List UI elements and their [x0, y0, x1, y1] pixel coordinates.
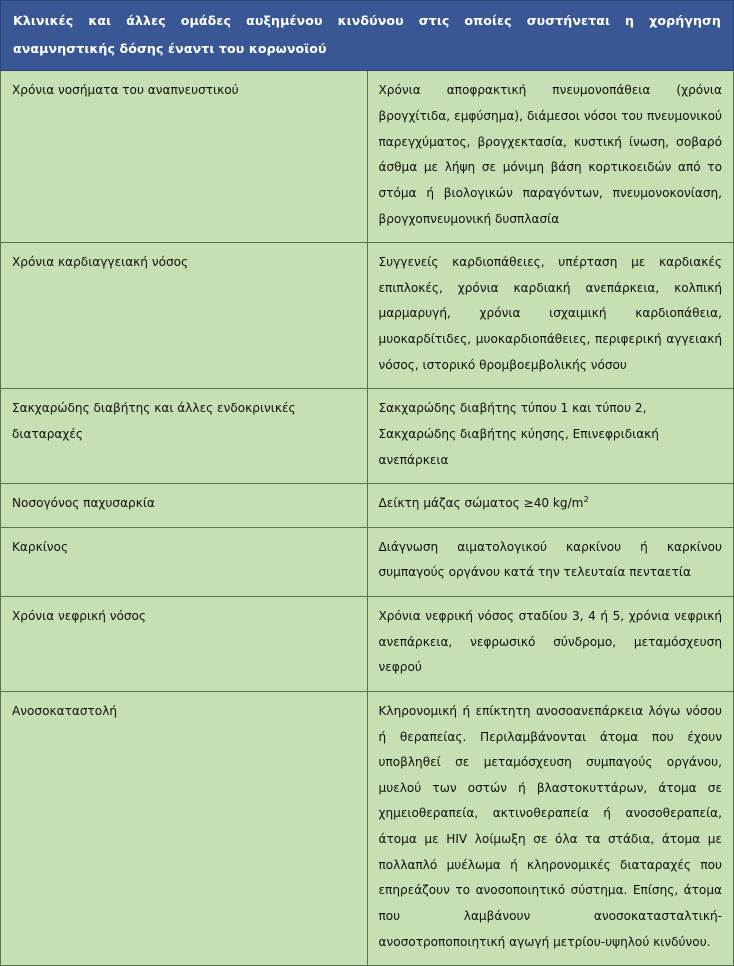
bmi-value-text: Δείκτη μάζας σώματος ≥40 kg/m [378, 496, 584, 511]
category-label: Χρόνια καρδιαγγειακή νόσος [12, 255, 189, 270]
description-text [379, 491, 723, 517]
table-row [1, 597, 734, 692]
table-header-row [1, 1, 734, 71]
category-cell-kidney [1, 597, 368, 692]
table-row [1, 527, 734, 596]
table-row [1, 484, 734, 528]
table-title-text: Κλινικές και άλλες ομάδες αυξημένου κινδύνου στις οποίες συστήνεται η χορήγηση αναμνηστικής δόσης έναντι του κορωνοϊού [13, 13, 721, 56]
description-cell-cancer [367, 527, 734, 596]
description-text: Σακχαρώδης διαβήτης τύπου 1 και τύπου 2, Σακχαρώδης διαβήτης κύησης, Επινεφριδιακή ανεπάρκεια [378, 401, 659, 467]
category-label: Νοσογόνος παχυσαρκία [12, 496, 155, 511]
description-text: Κληρονομική ή επίκτητη ανοσοανεπάρκεια λόγω νόσου ή θεραπείας. Περιλαμβάνονται άτομα που έχουν υποβληθεί σε μεταμόσχευση συμπαγούς οργάνου, μυελού των οστών ή βλαστοκυττάρων, άτομα σε χημειοθεραπεία, ακτινοθεραπεία ή ανοσοθεραπεία, άτομα με HIV λοίμωξη σε όλα τα στάδια, άτομα με πολλαπλό μυέλωμα ή κληρονομικές διαταραχές που επηρεάζουν το ανοσοποιητικό σύστημα. Επίσης, άτομα που λαμβάνουν ανοσοκατασταλτική- ανοσοτροποποιητική αγωγή μετρίου-υψηλού κινδύνου. [378, 703, 722, 949]
table-row [1, 691, 734, 965]
table-title-banner [1, 1, 734, 71]
description-cell-obesity [367, 484, 734, 528]
category-cell-cardiovascular [1, 243, 368, 389]
category-label: Χρόνια νεφρική νόσος [12, 609, 147, 624]
description-cell-cardiovascular [367, 243, 734, 389]
category-cell-immunosuppression [1, 691, 368, 965]
table-row [1, 71, 734, 243]
bmi-superscript: 2 [583, 494, 589, 505]
category-cell-respiratory [1, 71, 368, 243]
description-text: Χρόνια αποφρακτική πνευμονοπάθεια (χρόνια βρογχίτιδα, εμφύσημα), διάμεσοι νόσοι του πνευμονικού παρεγχύματος, βρογχεκτασία, κυστική ίνωση, σοβαρό άσθμα με λήψη σε μόνιμη βάση κορτικοειδών από το στόμα ή βιολογικών παραγόντων, πνευμονοκονίαση, βρογχοπνευμονική δυσπλασία [378, 83, 722, 226]
description-text: Συγγενείς καρδιοπάθειες, υπέρταση με καρδιακές επιπλοκές, χρόνια καρδιακή ανεπάρκεια, κολπική μαρμαρυγή, χρόνια ισχαιμική καρδιοπάθεια, μυοκαρδίτιδες, μυοκαρδιοπάθειες, περιφερική αγγειακή νόσος, ιστορικό θρομβοεμβολικής νόσου [378, 255, 722, 372]
description-text: Χρόνια νεφρική νόσος σταδίου 3, 4 ή 5, χρόνια νεφρική ανεπάρκεια, νεφρωσικό σύνδρομο, μεταμόσχευση νεφρού [378, 609, 722, 675]
description-cell-diabetes [367, 389, 734, 484]
description-text: Διάγνωση αιματολογικού καρκίνου ή καρκίνου συμπαγούς οργάνου κατά την τελευταία πενταετία [378, 539, 722, 580]
table-row [1, 243, 734, 389]
description-cell-respiratory [367, 71, 734, 243]
category-label: Ανοσοκαταστολή [12, 703, 118, 718]
category-label: Καρκίνος [12, 539, 69, 554]
table-body [1, 1, 734, 966]
table-row [1, 389, 734, 484]
category-label: Χρόνια νοσήματα του αναπνευστικού [12, 83, 239, 98]
category-cell-diabetes [1, 389, 368, 484]
category-label: Σακχαρώδης διαβήτης και άλλες ενδοκρινικές διαταραχές [12, 401, 296, 441]
description-cell-kidney [367, 597, 734, 692]
category-cell-cancer [1, 527, 368, 596]
description-cell-immunosuppression [367, 691, 734, 965]
category-cell-obesity [1, 484, 368, 528]
